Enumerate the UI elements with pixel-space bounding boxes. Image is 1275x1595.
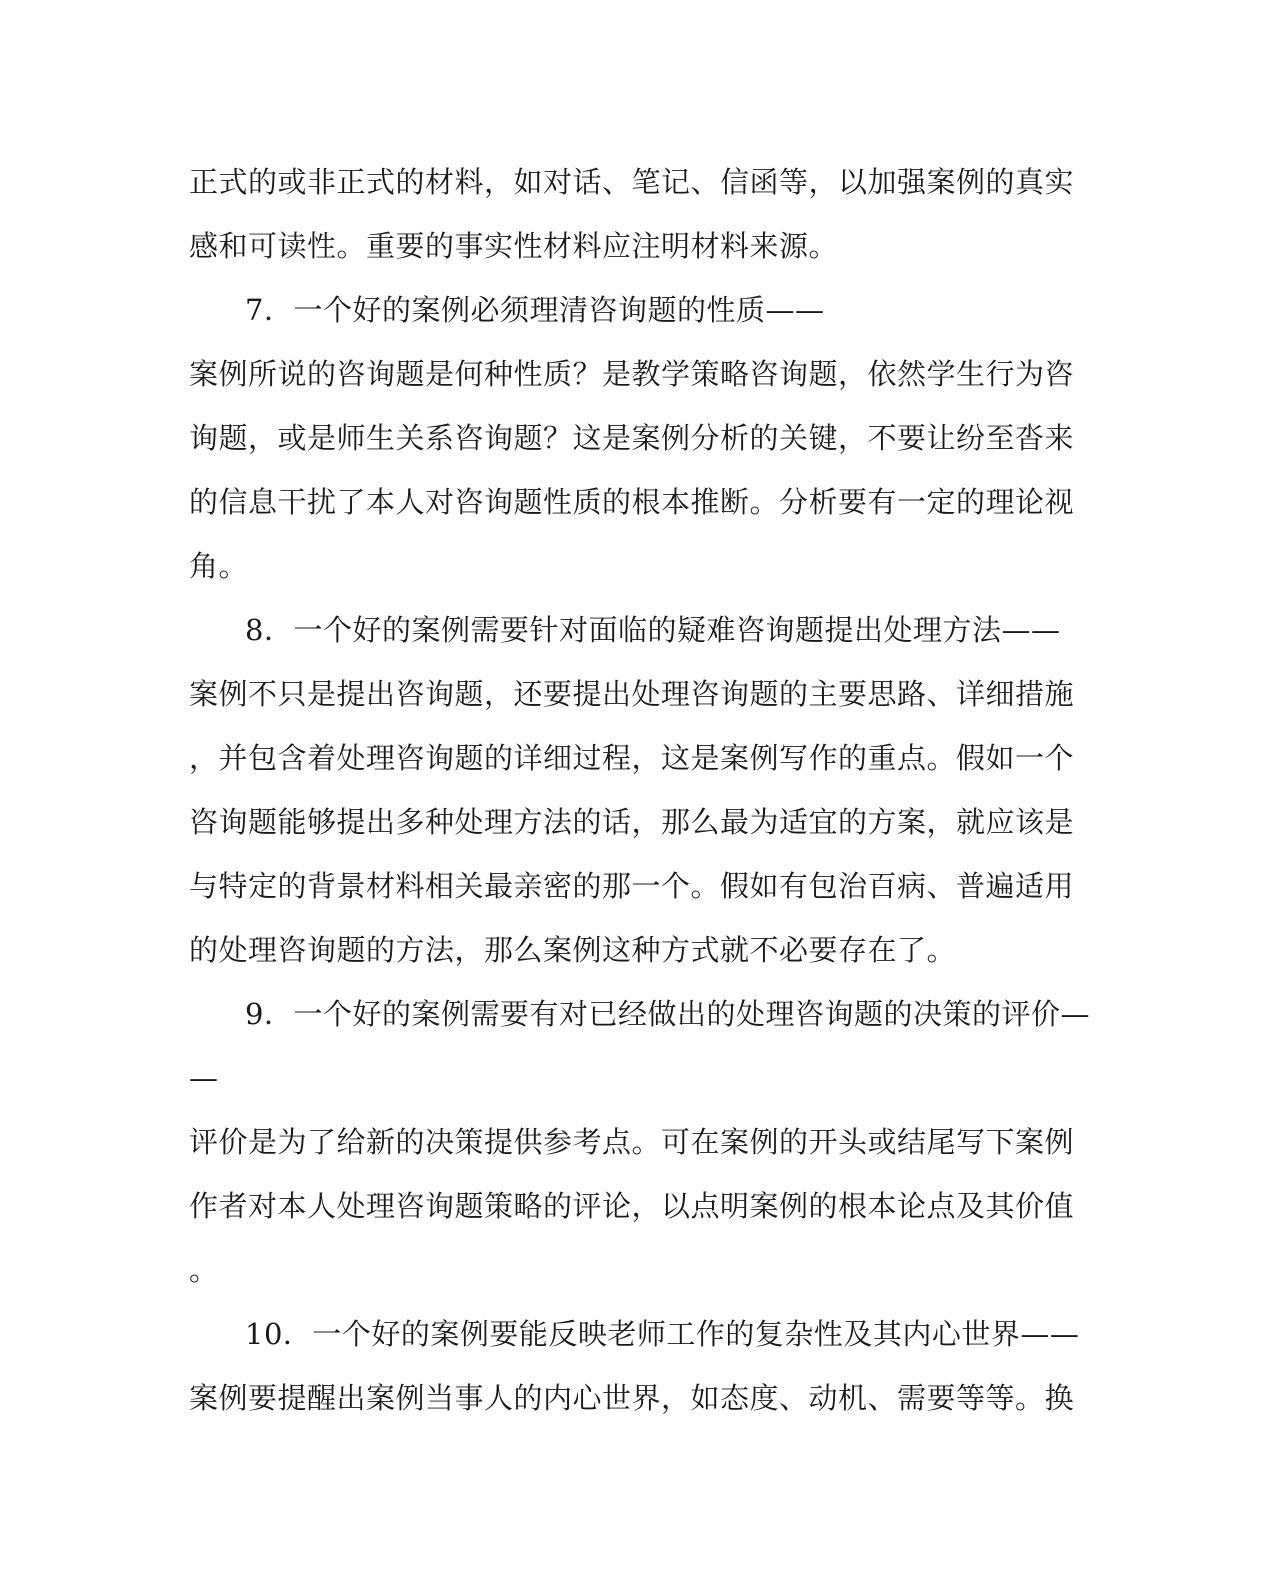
text-line: 角。 (189, 549, 249, 583)
text-line: 案例所说的咨询题是何种性质？是教学策略咨询题，依然学生行为咨 (189, 357, 1075, 391)
text-line: 感和可读性。重要的事实性材料应注明材料来源。 (189, 229, 839, 263)
text-line: 的处理咨询题的方法，那么案例这种方式就不必要存在了。 (189, 933, 957, 967)
text-line: 案例不只是提出咨询题，还要提出处理咨询题的主要思路、详细措施 (189, 677, 1075, 711)
text-line: 询题，或是师生关系咨询题？这是案例分析的关键，不要让纷至沓来 (189, 421, 1075, 455)
text-line: 作者对本人处理咨询题策略的评论，以点明案例的根本论点及其价值 (189, 1189, 1075, 1223)
text-line: 评价是为了给新的决策提供参考点。可在案例的开头或结尾写下案例 (189, 1125, 1075, 1159)
item-heading-10: 10．一个好的案例要能反映老师工作的复杂性及其内心世界—— (245, 1317, 1080, 1351)
text-line: 与特定的背景材料相关最亲密的那一个。假如有包治百病、普遍适用 (189, 869, 1075, 903)
text-line: 的信息干扰了本人对咨询题性质的根本推断。分析要有一定的理论视 (189, 485, 1075, 519)
text-line: 正式的或非正式的材料，如对话、笔记、信函等，以加强案例的真实 (189, 165, 1075, 199)
text-line: 咨询题能够提出多种处理方法的话，那么最为适宜的方案，就应该是 (189, 805, 1075, 839)
text-line: — (189, 1061, 219, 1095)
item-heading-7: 7．一个好的案例必须理清咨询题的性质—— (245, 293, 825, 327)
item-heading-8: 8．一个好的案例需要针对面临的疑难咨询题提出处理方法—— (245, 613, 1061, 647)
item-heading-9: 9．一个好的案例需要有对已经做出的处理咨询题的决策的评价— (245, 997, 1090, 1031)
text-line: 。 (189, 1253, 219, 1287)
text-line: 案例要提醒出案例当事人的内心世界，如态度、动机、需要等等。换 (189, 1381, 1075, 1415)
text-line: ，并包含着处理咨询题的详细过程，这是案例写作的重点。假如一个 (189, 741, 1075, 775)
